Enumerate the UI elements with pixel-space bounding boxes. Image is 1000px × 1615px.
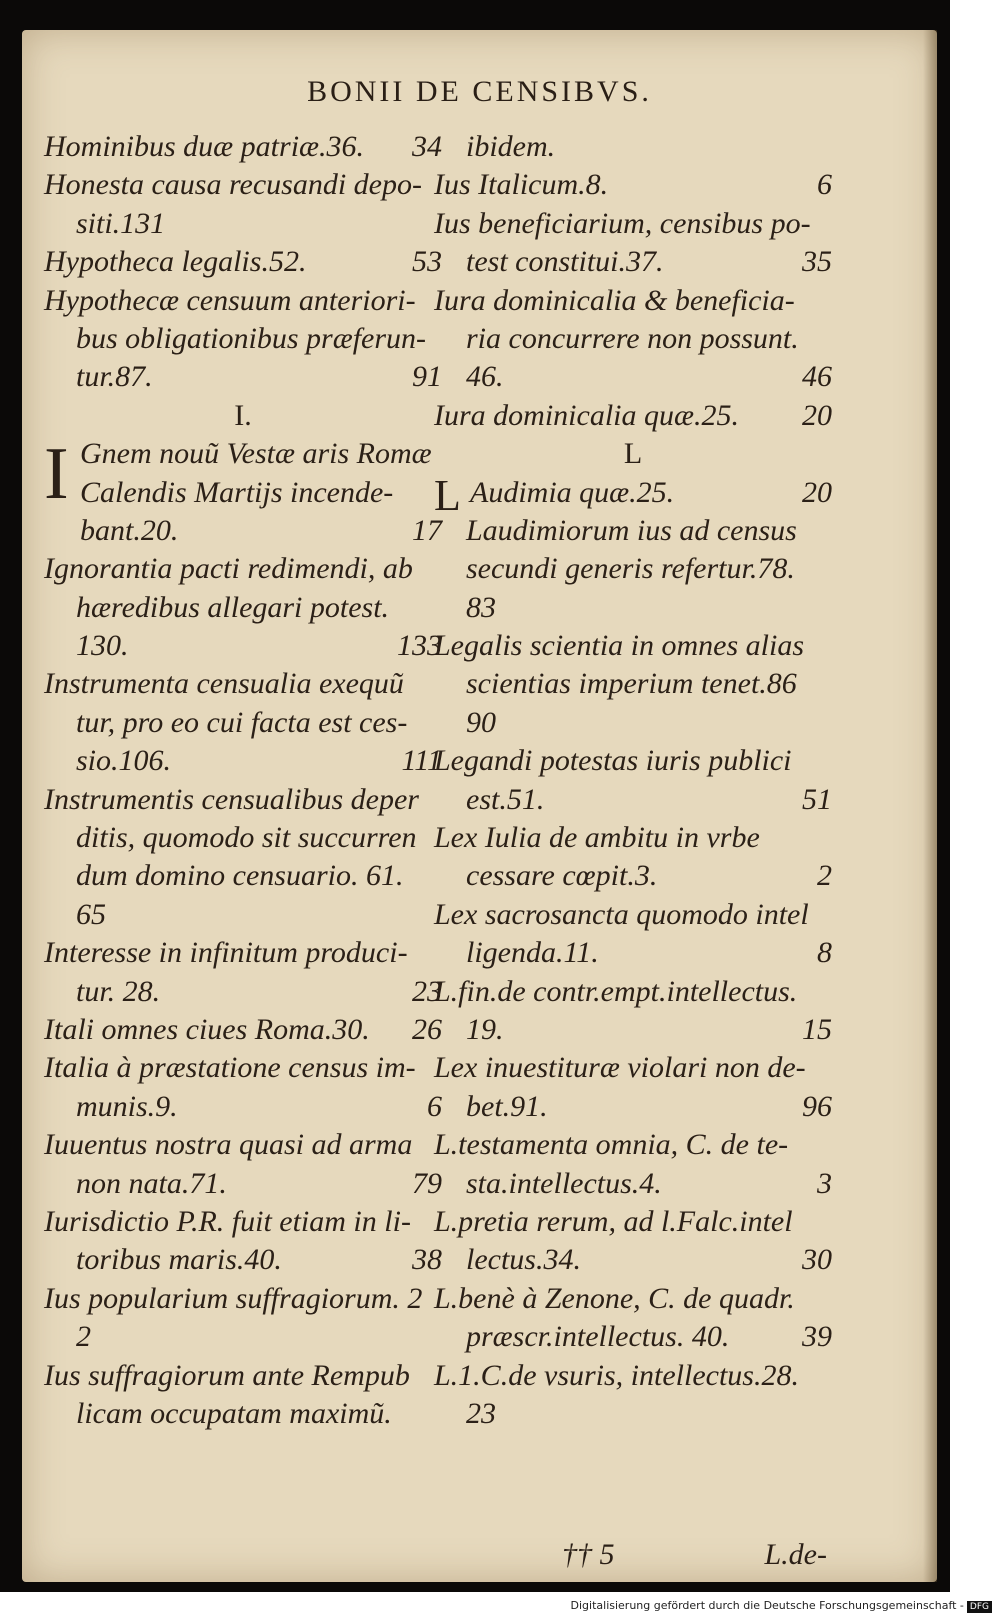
entry-line: Audimia quæ.25. (470, 475, 675, 509)
page-reference: 20 (802, 398, 832, 432)
entry-line: Legalis scientia in omnes alias (434, 629, 804, 663)
index-entry (44, 282, 442, 397)
page-reference: 30 (802, 1243, 832, 1277)
index-entry (44, 1280, 442, 1357)
page-reference: 39 (802, 1320, 832, 1354)
index-entry (434, 128, 832, 166)
entry-line: ditis, quomodo sit succurren (76, 821, 417, 855)
page-reference: 15 (802, 1012, 832, 1046)
index-entry (44, 934, 442, 1011)
section-heading: I. (234, 398, 252, 432)
page-reference: 8 (817, 936, 832, 970)
entry-line: dum domino censuario. 61. (76, 859, 404, 893)
entry-line: secundi generis refertur.78. (466, 552, 795, 586)
entry-line: L.fin.de contr.empt.intellectus. (434, 974, 798, 1008)
entry-line: Laudimiorum ius ad census (466, 513, 797, 547)
entry-line: tur. 28. (76, 974, 161, 1008)
entry-line: L.benè à Zenone, C. de quadr. (434, 1281, 795, 1315)
entry-line: Gnem nouũ Vestæ aris Romæ (80, 437, 432, 471)
section-heading: L (623, 437, 643, 471)
entry-line: 65 (76, 897, 106, 931)
entry-line: 46. (466, 360, 504, 394)
entry-line: sio.106. (76, 744, 172, 778)
entry-line: ria concurrere non possunt. (466, 321, 799, 355)
index-entry (434, 1203, 832, 1280)
page-reference: 3 (817, 1166, 832, 1200)
page-reference: 53 (412, 245, 442, 279)
index-entry (44, 1357, 442, 1434)
entry-line: 83 (466, 590, 496, 624)
page-reference: 23 (412, 974, 442, 1008)
digitization-credit (571, 1599, 992, 1613)
page-reference: 20 (802, 475, 832, 509)
entry-line: 130. (76, 629, 129, 663)
entry-line: Hypotheca legalis.52. (44, 245, 307, 279)
page-reference: 79 (412, 1166, 442, 1200)
page-reference: 17 (412, 513, 442, 547)
credit-text: Digitalisierung gefördert durch die Deutsche Forschungsgemeinschaft - (570, 1599, 964, 1612)
entry-line: hæredibus allegari potest. (76, 590, 390, 624)
entry-line: tur.87. (76, 360, 153, 394)
entry-line: Hominibus duæ patriæ.36. (44, 130, 365, 163)
index-entry (434, 205, 832, 282)
index-entry (44, 1011, 442, 1049)
index-entry (434, 470, 832, 520)
page-edge-shadow (923, 30, 937, 1582)
index-entry (44, 128, 442, 166)
index-entry (434, 896, 832, 973)
entry-line: Lex Iulia de ambitu in vrbe (434, 821, 760, 855)
entry-line: Ius suffragiorum ante Rempub (44, 1358, 410, 1392)
entry-line: munis.9. (76, 1089, 178, 1123)
entry-line: Instrumentis censualibus deper (44, 782, 419, 816)
index-entry (44, 166, 442, 243)
index-entry (434, 166, 832, 204)
page-reference: 38 (412, 1243, 442, 1277)
page-reference: 35 (802, 245, 832, 279)
entry-line: Ius beneficiarium, censibus po- (434, 206, 811, 240)
entry-line: Interesse in infinitum produci- (44, 936, 408, 970)
entry-line: Calendis Martijs incende- (80, 475, 394, 509)
page-reference: 96 (802, 1089, 832, 1123)
entry-line: toribus maris.40. (76, 1243, 282, 1277)
entry-line: est.51. (466, 782, 545, 816)
entry-line: licam occupatam maximũ. (76, 1396, 392, 1430)
entry-line: Lex sacrosancta quomodo intel (434, 897, 809, 931)
entry-line: Legandi potestas iuris publici (434, 744, 792, 778)
entry-line: sta.intellectus.4. (466, 1166, 662, 1200)
index-entry (434, 282, 832, 397)
entry-line: siti.131 (76, 206, 166, 240)
entry-line: test constitui.37. (466, 245, 664, 279)
index-column-left (44, 128, 442, 1433)
page-reference: 6 (427, 1089, 442, 1123)
entry-line: Instrumenta censualia exequũ (44, 667, 404, 701)
running-header: BONII DE CENSIBVS. (307, 75, 652, 108)
entry-line: Ius Italicum.8. (434, 168, 609, 202)
entry-line: Ius popularium suffragiorum. 2 (44, 1281, 423, 1315)
page-reference: 26 (412, 1012, 442, 1046)
entry-line: Iuuentus nostra quasi ad arma (44, 1128, 413, 1162)
page-reference: 133 (397, 629, 442, 663)
index-entry (434, 512, 832, 627)
entry-line: Iurisdictio P.R. fuit etiam in li- (44, 1204, 411, 1238)
index-entry (44, 1049, 442, 1126)
entry-line: 90 (466, 705, 496, 739)
index-entry (434, 397, 832, 435)
index-entry (44, 550, 442, 665)
entry-line: cessare cœpit.3. (466, 859, 658, 893)
entry-line: Hypothecæ censuum anteriori- (44, 283, 416, 317)
entry-line: Honesta causa recusandi depo- (44, 168, 422, 202)
page-reference: 34 (412, 130, 442, 163)
entry-line: lectus.34. (466, 1243, 581, 1277)
page-reference: 111 (401, 744, 442, 778)
entry-line: 19. (466, 1012, 504, 1046)
index-entry (44, 243, 442, 281)
entry-line: Iura dominicalia quæ.25. (434, 398, 739, 432)
index-entry (434, 1280, 832, 1357)
entry-line: bus obligationibus præferun- (76, 321, 427, 355)
entry-line: L.1.C.de vsuris, intellectus.28. (434, 1358, 799, 1392)
index-entry (44, 665, 442, 780)
drop-initial: L (434, 470, 461, 520)
entry-line: scientias imperium tenet.86 (466, 667, 797, 701)
signature-mark: †† 5 (562, 1538, 615, 1571)
entry-line: Lex inuestituræ violari non de- (434, 1051, 806, 1085)
page-reference: 46 (802, 360, 832, 394)
index-entry (434, 627, 832, 742)
entry-line: ibidem. (466, 130, 556, 163)
index-entry (44, 781, 442, 935)
index-entry (434, 819, 832, 896)
index-column-right (434, 128, 832, 1433)
entry-line: Ignorantia pacti redimendi, ab (44, 552, 413, 586)
entry-line: Iura dominicalia & beneficia- (434, 283, 795, 317)
entry-line: tur, pro eo cui facta est ces- (76, 705, 408, 739)
entry-line: ligenda.11. (466, 936, 599, 970)
catchword: L.de- (764, 1538, 827, 1571)
index-entry (434, 742, 832, 819)
entry-line: bant.20. (80, 513, 179, 547)
entry-line: Italia à præstatione census im- (44, 1051, 416, 1085)
index-entry (434, 1126, 832, 1203)
entry-line: L.pretia rerum, ad l.Falc.intel (434, 1204, 793, 1238)
index-entry (434, 1049, 832, 1126)
index-entry (44, 1126, 442, 1203)
book-page (22, 30, 937, 1582)
entry-line: Itali omnes ciues Roma.30. (44, 1012, 370, 1046)
entry-line: 23 (466, 1396, 496, 1430)
entry-line: L.testamenta omnia, C. de te- (434, 1128, 789, 1162)
entry-line: non nata.71. (76, 1166, 227, 1200)
dfg-logo: DFG (967, 1601, 992, 1613)
index-entry (44, 435, 442, 550)
entry-line: præscr.intellectus. 40. (466, 1320, 730, 1354)
entry-line: bet.91. (466, 1089, 548, 1123)
index-entry (434, 1357, 832, 1434)
page-reference: 51 (802, 782, 832, 816)
index-entry (434, 973, 832, 1050)
page-reference: 91 (412, 360, 442, 394)
index-entry (44, 1203, 442, 1280)
page-reference: 6 (817, 168, 832, 202)
entry-line: 2 (76, 1320, 91, 1354)
drop-initial: I (44, 433, 69, 516)
page-reference: 2 (817, 859, 832, 893)
